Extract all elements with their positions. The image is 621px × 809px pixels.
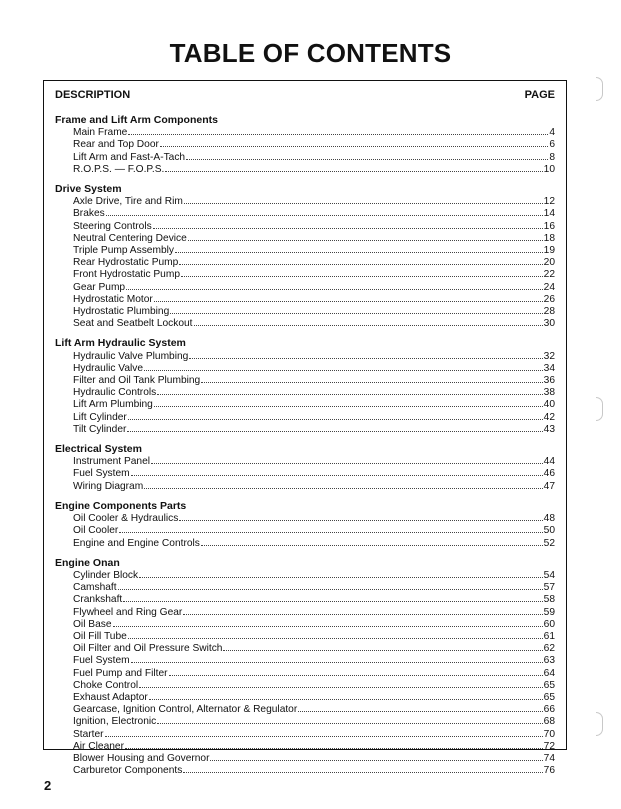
toc-entry-label: R.O.P.S. — F.O.P.S. (73, 163, 165, 175)
toc-entry (55, 581, 555, 593)
toc-entry-label: Fuel System (73, 655, 130, 667)
toc-entry (55, 752, 555, 764)
toc-section (55, 558, 555, 777)
dot-leader (106, 207, 543, 216)
toc-entry (55, 305, 555, 317)
toc-entry (55, 642, 555, 654)
toc-entry-label: Axle Drive, Tire and Rim (73, 196, 183, 208)
toc-entry-page: 16 (543, 220, 555, 232)
toc-entry-page: 60 (543, 618, 555, 630)
toc-entry (55, 398, 555, 410)
toc-entry-page: 4 (549, 127, 555, 139)
section-title: Engine Onan (55, 556, 120, 569)
toc-section (55, 444, 555, 492)
toc-entry (55, 350, 555, 362)
toc-entry-page: 30 (543, 318, 555, 330)
toc-entry-page: 66 (543, 704, 555, 716)
dot-leader (139, 569, 543, 578)
section-title: Lift Arm Hydraulic System (55, 337, 186, 350)
toc-entry-label: Filter and Oil Tank Plumbing (73, 375, 201, 387)
toc-entry-label: Main Frame (73, 127, 128, 139)
toc-entry-label: Gearcase, Ignition Control, Alternator & Regulator (73, 704, 298, 716)
dot-leader (139, 679, 543, 688)
scan-binding-mark (596, 397, 603, 421)
section-title: Drive System (55, 183, 122, 196)
toc-entry-page: 43 (543, 423, 555, 435)
toc-entry (55, 455, 555, 467)
toc-entry-page: 54 (543, 569, 555, 581)
dot-leader (131, 467, 543, 476)
dot-leader (128, 411, 543, 420)
toc-box (43, 80, 567, 777)
toc-entry (55, 630, 555, 642)
dot-leader (298, 703, 542, 712)
toc-entry (55, 207, 555, 219)
toc-entry (55, 151, 555, 163)
toc-entry (55, 569, 555, 581)
dot-leader (210, 752, 542, 761)
toc-entry (55, 618, 555, 630)
toc-entry-page: 65 (543, 691, 555, 703)
toc-entry (55, 480, 555, 492)
toc-entry (55, 654, 555, 666)
toc-entry-label: Front Hydrostatic Pump (73, 269, 181, 281)
toc-entry-page: 48 (543, 513, 555, 525)
toc-entry-label: Neutral Centering Device (73, 232, 187, 244)
dot-leader (194, 317, 543, 326)
toc-entry-label: Fuel Pump and Filter (73, 667, 168, 679)
toc-entry (55, 220, 555, 232)
toc-entry-page: 18 (543, 232, 555, 244)
toc-entry-page: 72 (543, 740, 555, 752)
toc-entry-label: Steering Controls (73, 220, 152, 232)
dot-leader (105, 728, 543, 737)
dot-leader (223, 642, 542, 651)
dot-leader (179, 512, 542, 521)
dot-leader (183, 764, 542, 773)
dot-leader (128, 126, 548, 135)
toc-entry-page: 61 (543, 630, 555, 642)
toc-entry-label: Rear Hydrostatic Pump (73, 257, 179, 269)
toc-entry-label: Tilt Cylinder (73, 423, 127, 435)
section-title: Engine Components Parts (55, 499, 187, 512)
toc-entry-label: Seat and Seatbelt Lockout (73, 318, 193, 330)
toc-entry (55, 195, 555, 207)
dot-leader (127, 423, 542, 432)
toc-entry (55, 537, 555, 549)
dot-leader (183, 606, 542, 615)
toc-entry-page: 28 (543, 306, 555, 318)
toc-entry-label: Oil Cooler & Hydraulics (73, 513, 179, 525)
page-title: TABLE OF CONTENTS (169, 38, 452, 68)
dot-leader (201, 374, 542, 383)
dot-leader (186, 151, 548, 160)
toc-entry (55, 606, 555, 618)
dot-leader (201, 537, 543, 546)
toc-section (55, 115, 555, 175)
toc-entry-page: 34 (543, 362, 555, 374)
toc-entry-page: 10 (543, 163, 555, 175)
toc-entry-label: Exhaust Adaptor (73, 691, 148, 703)
toc-entry-label: Flywheel and Ring Gear (73, 606, 183, 618)
toc-entry (55, 715, 555, 727)
toc-section (55, 501, 555, 549)
dot-leader (125, 740, 543, 749)
section-title: Frame and Lift Arm Components (55, 114, 218, 126)
toc-entry-page: 65 (543, 679, 555, 691)
toc-section (55, 184, 555, 329)
toc-entry (55, 232, 555, 244)
dot-leader (189, 350, 542, 359)
toc-entry-page: 8 (549, 151, 555, 163)
scan-binding-mark (596, 77, 603, 101)
dot-leader (153, 220, 543, 229)
toc-entry (55, 293, 555, 305)
toc-entry (55, 691, 555, 703)
toc-entry (55, 764, 555, 776)
toc-entry-label: Carburetor Components (73, 765, 183, 777)
dot-leader (144, 362, 543, 371)
toc-entry-page: 57 (543, 582, 555, 594)
toc-entry-label: Crankshaft (73, 594, 123, 606)
dot-leader (184, 195, 543, 204)
toc-entry (55, 593, 555, 605)
toc-entry-page: 19 (543, 245, 555, 257)
toc-entry-label: Hydraulic Valve Plumbing (73, 350, 189, 362)
toc-entry-label: Hydraulic Controls (73, 387, 157, 399)
toc-entry (55, 244, 555, 256)
description-column-header: DESCRIPTION (55, 89, 131, 101)
scan-binding-mark (596, 712, 603, 736)
toc-entry-page: 70 (543, 728, 555, 740)
toc-entry-label: Starter (73, 728, 104, 740)
toc-entry-label: Hydraulic Valve (73, 362, 144, 374)
toc-header (55, 88, 555, 103)
toc-entry-page: 42 (543, 411, 555, 423)
toc-entry-page: 6 (549, 139, 555, 151)
toc-entry-page: 74 (543, 752, 555, 764)
toc-entry-page: 62 (543, 643, 555, 655)
dot-leader (113, 618, 543, 627)
dot-leader (160, 138, 548, 147)
toc-entry-page: 38 (543, 387, 555, 399)
toc-entry-page: 22 (543, 269, 555, 281)
toc-entry (55, 281, 555, 293)
toc-entry (55, 512, 555, 524)
toc-sections (55, 115, 555, 776)
dot-leader (151, 455, 543, 464)
dot-leader (169, 667, 543, 676)
toc-entry-page: 63 (543, 655, 555, 667)
toc-entry-label: Fuel System (73, 468, 130, 480)
toc-entry-label: Ignition, Electronic (73, 716, 157, 728)
toc-entry-label: Oil Fill Tube (73, 630, 127, 642)
toc-entry (55, 524, 555, 536)
dot-leader (118, 581, 543, 590)
dot-leader (154, 398, 543, 407)
toc-entry-page: 59 (543, 606, 555, 618)
dot-leader (170, 305, 542, 314)
toc-entry-label: Instrument Panel (73, 456, 151, 468)
toc-entry-page: 12 (543, 196, 555, 208)
toc-entry-label: Cylinder Block (73, 569, 139, 581)
toc-entry-label: Choke Control (73, 679, 139, 691)
dot-leader (165, 163, 542, 172)
toc-entry-label: Air Cleaner (73, 740, 124, 752)
toc-entry-label: Engine and Engine Controls (73, 537, 200, 549)
toc-entry (55, 740, 555, 752)
toc-entry (55, 362, 555, 374)
dot-leader (123, 593, 542, 602)
toc-entry-label: Blower Housing and Governor (73, 752, 210, 764)
toc-entry-page: 24 (543, 281, 555, 293)
toc-entry (55, 411, 555, 423)
dot-leader (157, 386, 542, 395)
toc-entry-page: 44 (543, 456, 555, 468)
page-number: 2 (44, 778, 52, 793)
toc-entry-label: Wiring Diagram (73, 480, 144, 492)
toc-entry (55, 728, 555, 740)
toc-entry-page: 76 (543, 765, 555, 777)
toc-entry-page: 32 (543, 350, 555, 362)
toc-entry-label: Triple Pump Assembly (73, 245, 174, 257)
toc-entry-page: 47 (543, 480, 555, 492)
toc-entry-label: Lift Arm and Fast-A-Tach (73, 151, 186, 163)
toc-entry-label: Oil Base (73, 618, 112, 630)
dot-leader (131, 654, 543, 663)
toc-entry-label: Lift Cylinder (73, 411, 127, 423)
dot-leader (179, 256, 542, 265)
toc-entry (55, 126, 555, 138)
toc-entry-page: 50 (543, 525, 555, 537)
toc-entry-label: Hydrostatic Plumbing (73, 306, 170, 318)
dot-leader (126, 281, 543, 290)
toc-entry-label: Oil Filter and Oil Pressure Switch (73, 643, 223, 655)
toc-entry (55, 256, 555, 268)
toc-entry-page: 68 (543, 716, 555, 728)
toc-entry-page: 14 (543, 208, 555, 220)
toc-entry (55, 423, 555, 435)
toc-entry-label: Camshaft (73, 582, 117, 594)
toc-entry (55, 317, 555, 329)
dot-leader (144, 480, 542, 489)
dot-leader (181, 268, 543, 277)
toc-entry (55, 467, 555, 479)
toc-entry (55, 163, 555, 175)
dot-leader (149, 691, 543, 700)
toc-entry-page: 36 (543, 375, 555, 387)
toc-entry-page: 40 (543, 399, 555, 411)
toc-entry-label: Brakes (73, 208, 105, 220)
toc-entry (55, 703, 555, 715)
toc-entry-label: Oil Cooler (73, 525, 119, 537)
page-column-header: PAGE (524, 89, 555, 101)
toc-section (55, 338, 555, 435)
toc-entry-label: Lift Arm Plumbing (73, 399, 153, 411)
dot-leader (188, 232, 543, 241)
toc-entry (55, 374, 555, 386)
dot-leader (154, 293, 543, 302)
dot-leader (128, 630, 543, 639)
toc-entry-page: 26 (543, 293, 555, 305)
toc-entry-page: 64 (543, 667, 555, 679)
toc-entry (55, 268, 555, 280)
toc-entry-label: Gear Pump (73, 281, 126, 293)
dot-leader (175, 244, 543, 253)
toc-entry-page: 52 (543, 537, 555, 549)
toc-entry-page: 58 (543, 594, 555, 606)
toc-entry-page: 46 (543, 468, 555, 480)
toc-entry-label: Hydrostatic Motor (73, 293, 153, 305)
toc-entry (55, 667, 555, 679)
dot-leader (157, 715, 542, 724)
toc-entry (55, 138, 555, 150)
toc-entry (55, 386, 555, 398)
toc-entry-page: 20 (543, 257, 555, 269)
toc-entry-label: Rear and Top Door (73, 139, 159, 151)
dot-leader (119, 524, 542, 533)
section-title: Electrical System (55, 443, 142, 456)
toc-entry (55, 679, 555, 691)
